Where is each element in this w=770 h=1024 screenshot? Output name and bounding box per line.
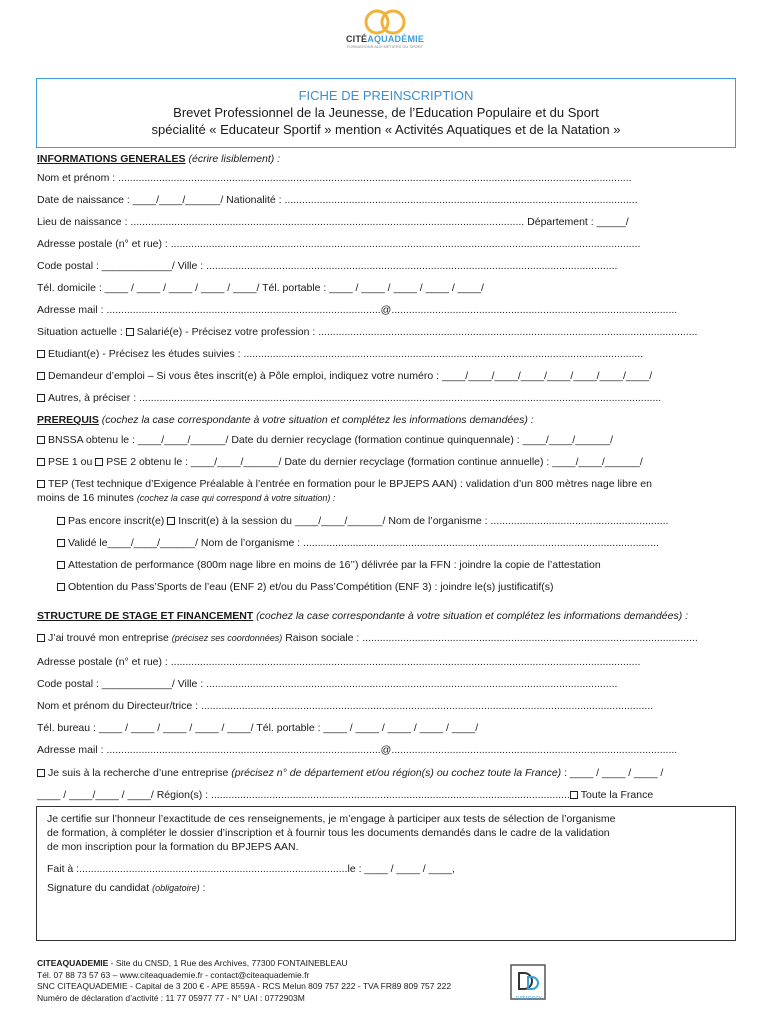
checkbox-toute-la-france[interactable] <box>570 791 578 799</box>
cert-line-1: Je certifie sur l’honneur l’exactitude de ces renseignements, je m’engage à participer aux tests de sélection de l’organisme <box>47 813 616 825</box>
tep-pass-sports[interactable]: Obtention du Pass’Sports de l’eau (ENF 2) et/ou du Pass’Compétition (ENF 3) : joindre le(s) justificatif(s) <box>57 581 554 593</box>
stage-heading: STRUCTURE DE STAGE ET FINANCEMENT (cochez la case correspondante à votre situation et complétez les informations demandées) : <box>37 610 689 622</box>
checkbox[interactable] <box>126 328 134 336</box>
checkbox[interactable] <box>37 480 45 488</box>
tep-valide[interactable]: Validé le____/____/______/ Nom de l’organisme : .......................................................................................................................... <box>57 537 659 549</box>
cert-signature[interactable]: Signature du candidat (obligatoire) : <box>47 882 206 894</box>
datadock-logo <box>509 963 549 1007</box>
form-header <box>36 78 736 148</box>
logo-brand: CITÉAQUADÉMIE <box>345 34 425 44</box>
prereq-pse[interactable]: PSE 1 ou PSE 2 obtenu le : ____/____/______/ Date du dernier recyclage (formation continue annuelle) : ____/____/______/ <box>37 456 643 468</box>
checkbox[interactable] <box>37 634 45 642</box>
checkbox[interactable] <box>37 350 45 358</box>
form-subtitle: Brevet Professionnel de la Jeunesse, de l’Education Populaire et du Sport <box>173 105 599 120</box>
logo-tagline: FORMATIONS AUX MÉTIERS DU SPORT <box>346 44 424 49</box>
checkbox[interactable] <box>37 394 45 402</box>
stage-telephone[interactable]: Tél. bureau : ____ / ____ / ____ / ____ / ____/ Tél. portable : ____ / ____ / ____ / ____ / ____/ <box>37 722 479 734</box>
prereq-bnssa[interactable]: BNSSA obtenu le : ____/____/______/ Date du dernier recyclage (formation continue quinquennale) : ____/____/______/ <box>37 434 613 446</box>
checkbox[interactable] <box>37 458 45 466</box>
checkbox[interactable] <box>37 372 45 380</box>
stage-code-postal[interactable]: Code postal : ____________/ Ville : ............................................................................................................................................. <box>37 678 618 690</box>
cert-line-3: de mon inscription pour la formation du BPJEPS AAN. <box>47 841 299 853</box>
rings-logo-icon <box>355 8 415 36</box>
form-title: FICHE DE PREINSCRIPTION <box>298 88 474 103</box>
field-mail[interactable]: Adresse mail : ..............................................................................................@.................................................................................................. <box>37 304 678 316</box>
certification-box <box>36 806 736 941</box>
stage-recherche[interactable]: Je suis à la recherche d’une entreprise (précisez n° de département et/ou région(s) ou cochez toute la France) : ____ / ____ / ____ / <box>37 767 663 779</box>
field-code-postal[interactable]: Code postal : ____________/ Ville : ............................................................................................................................................. <box>37 260 618 272</box>
cert-fait-a[interactable]: Fait à :............................................................................................le : ____ / ____ / ____, <box>47 863 455 875</box>
cert-line-2: de formation, à compléter le dossier d’inscription et à fournir tous les documents demandés dans le cadre de la validation <box>47 827 610 839</box>
prereq-tep[interactable]: TEP (Test technique d’Exigence Préalable à l’entrée en formation pour le BPJEPS AAN) : validation d’un 800 mètres nage libre en <box>37 478 652 490</box>
stage-trouve[interactable]: J’ai trouvé mon entreprise (précisez ses coordonnées) Raison sociale : ................................................................................................................... <box>37 632 698 644</box>
field-telephone[interactable]: Tél. domicile : ____ / ____ / ____ / ____ / ____/ Tél. portable : ____ / ____ / ____ / ____ / ____/ <box>37 282 484 294</box>
field-date-naissance[interactable]: Date de naissance : ____/____/______/ Nationalité : ......................................................................................................................... <box>37 194 638 206</box>
tep-pas-inscrit[interactable]: Pas encore inscrit(e) Inscrit(e) à la session du ____/____/______/ Nom de l’organisme : ............................................................. <box>57 515 668 527</box>
footer: CITEAQUADEMIE - Site du CNSD, 1 Rue des Archives, 77300 FONTAINEBLEAU Tél. 07 88 73 57 63 – www.citeaquademie.fr - contact@citeaquademie.fr SNC CITEAQUADEMIE - Capital de 3 200 € - APE 8559A - RCS Melun 809 757 222 - TVA FR89 809 757 222 Numéro de déclaration d’activité : 11 77 05977 77 - N° UAI : 0772903M <box>37 958 452 1003</box>
situation-autres[interactable]: Autres, à préciser : ................................................................................................................................................................................... <box>37 392 661 404</box>
checkbox[interactable] <box>57 561 65 569</box>
field-lieu-naissance[interactable]: Lieu de naissance : ....................................................................................................................................... Département : _____/ <box>37 216 629 228</box>
checkbox[interactable] <box>167 517 175 525</box>
situation-etudiant[interactable]: Etudiant(e) - Précisez les études suivies : ......................................................................................................................................... <box>37 348 643 360</box>
prereq-heading: PREREQUIS (cochez la case correspondante à votre situation et complétez les informations demandées) : <box>37 414 534 426</box>
checkbox[interactable] <box>95 458 103 466</box>
stage-region[interactable]: ____ / ____/____ / ____/ Région(s) : ........................................................................................................................... Toute la France <box>37 789 654 801</box>
checkbox[interactable] <box>37 436 45 444</box>
datadock-label: DATADOCK <box>515 996 543 1002</box>
tep-attestation[interactable]: Attestation de performance (800m nage libre en moins de 16’’) délivrée par la FFN : joindre la copie de l’attestation <box>57 559 601 571</box>
stage-directeur[interactable]: Nom et prénom du Directeur/trice : ........................................................................................................................................................... <box>37 700 654 712</box>
checkbox[interactable] <box>57 583 65 591</box>
checkbox[interactable] <box>37 769 45 777</box>
form-specialty: spécialité « Educateur Sportif » mention « Activités Aquatiques et de la Natation » <box>151 122 621 137</box>
info-heading: INFORMATIONS GENERALES (écrire lisiblement) : <box>37 153 281 165</box>
stage-adresse[interactable]: Adresse postale (n° et rue) : ................................................................................................................................................................. <box>37 656 641 668</box>
situation-demandeur[interactable]: Demandeur d’emploi – Si vous êtes inscrit(e) à Pôle emploi, indiquez votre numéro : ____/____/____/____/____/____/____/____/ <box>37 370 652 382</box>
situation-salarie[interactable]: Situation actuelle : Salarié(e) - Précisez votre profession : .................................................................................................................................. <box>37 326 698 338</box>
checkbox[interactable] <box>57 517 65 525</box>
logo <box>0 8 770 49</box>
field-adresse[interactable]: Adresse postale (n° et rue) : ................................................................................................................................................................. <box>37 238 641 250</box>
checkbox[interactable] <box>57 539 65 547</box>
stage-mail[interactable]: Adresse mail : ..............................................................................................@.................................................................................................. <box>37 744 678 756</box>
prereq-tep-line2: moins de 16 minutes (cochez la case qui correspond à votre situation) : <box>37 492 336 504</box>
field-nom[interactable]: Nom et prénom : ................................................................................................................................................................................ <box>37 172 632 184</box>
